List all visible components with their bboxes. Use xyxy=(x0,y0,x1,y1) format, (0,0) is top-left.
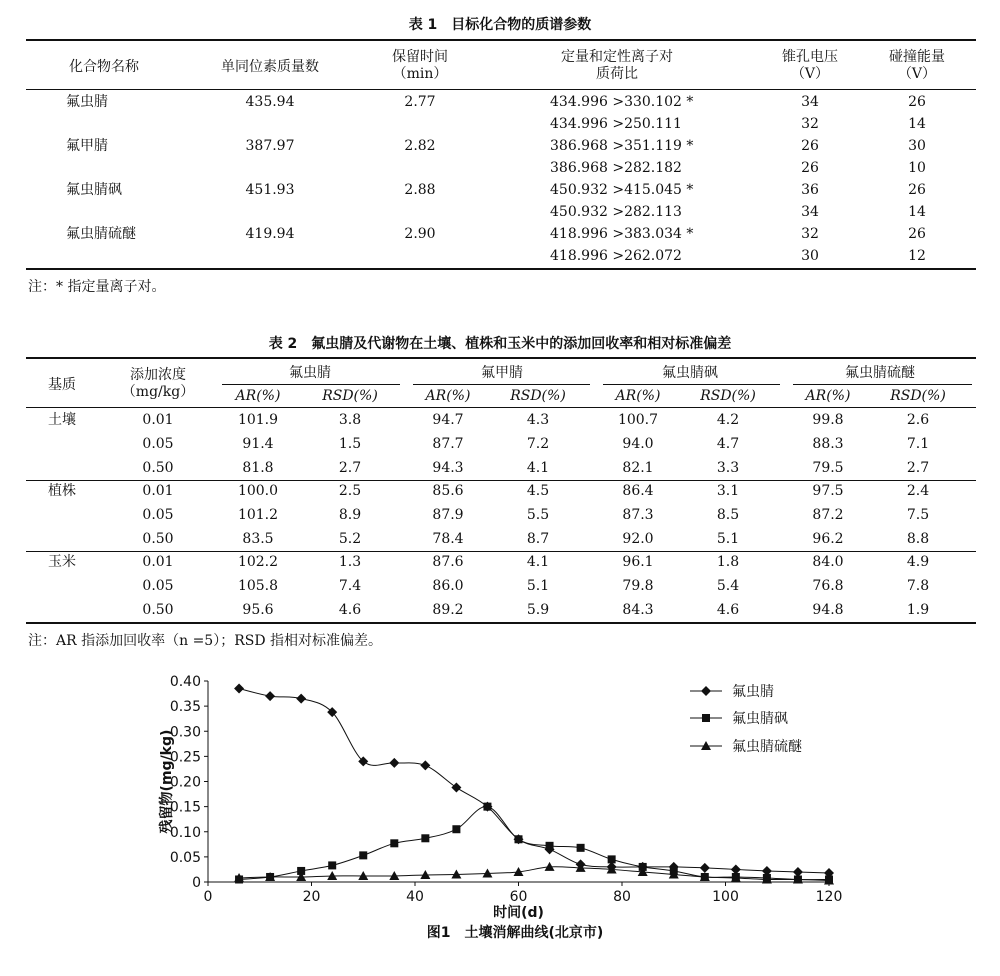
table1-header-cell: 碰撞能量 （V） xyxy=(889,49,945,82)
data-point xyxy=(359,851,367,859)
table2-rsd-value: 5.2 xyxy=(338,531,362,547)
table2-title: 表 2 氟虫腈及代谢物在土壤、植株和玉米中的添加回收率和相对标准偏差 xyxy=(268,336,732,352)
table2-rsd-value: 2.7 xyxy=(338,460,362,476)
table1-cone-voltage: 26 xyxy=(801,160,819,176)
table2-subheader-rsd: RSD(%) xyxy=(890,388,946,404)
table2-ar-value: 78.4 xyxy=(432,531,464,547)
table2-rsd-value: 3.8 xyxy=(338,412,362,428)
table1-ion-pair: 450.932 >282.113 xyxy=(550,204,682,220)
table2-rsd-value: 2.6 xyxy=(906,412,930,428)
table2-rsd-value: 7.1 xyxy=(906,436,930,452)
table1-cone-voltage: 34 xyxy=(801,204,819,220)
table2-matrix: 植株 xyxy=(48,483,76,499)
table1-mass: 387.97 xyxy=(245,138,295,154)
data-point xyxy=(608,855,616,863)
series-line-2 xyxy=(239,867,829,881)
table1-cone-voltage: 36 xyxy=(801,182,819,198)
table2-ar-value: 87.9 xyxy=(432,507,464,523)
table2-rsd-value: 2.5 xyxy=(338,483,362,499)
table2-ar-value: 100.7 xyxy=(617,412,659,428)
data-point xyxy=(265,691,275,701)
table2-subheader-ar: AR(%) xyxy=(615,388,661,404)
table1-cone-voltage: 32 xyxy=(801,226,819,242)
table2-ar-value: 79.8 xyxy=(622,578,654,594)
table2-rsd-value: 8.7 xyxy=(526,531,550,547)
x-tick-label: 40 xyxy=(406,889,424,905)
table2-rsd-value: 7.2 xyxy=(526,436,550,452)
data-point xyxy=(515,835,523,843)
table1-header-cell: 锥孔电压 （V） xyxy=(782,49,838,82)
table1-collision-energy: 30 xyxy=(908,138,926,154)
table2-ar-value: 83.5 xyxy=(242,531,274,547)
table2-ar-value: 76.8 xyxy=(812,578,844,594)
table2-subheader-rsd: RSD(%) xyxy=(510,388,566,404)
y-axis-label: 残留物(mg/kg) xyxy=(159,729,175,834)
table2-ar-value: 100.0 xyxy=(237,483,279,499)
table2-rsd-value: 4.1 xyxy=(526,460,550,476)
table2-ar-value: 94.0 xyxy=(622,436,654,452)
table1-collision-energy: 26 xyxy=(908,94,926,110)
table2-rsd-value: 4.9 xyxy=(906,554,930,570)
table1-ion-pair: 450.932 >415.045 * xyxy=(550,182,694,198)
table1-ion-pair: 386.968 >282.182 xyxy=(550,160,682,176)
table2-compound-header: 氟甲腈 xyxy=(481,365,523,381)
table2-rsd-value: 1.8 xyxy=(716,554,740,570)
x-axis-label: 时间(d) xyxy=(493,905,544,921)
table1-title: 表 1 目标化合物的质谱参数 xyxy=(408,17,592,33)
table1-collision-energy: 26 xyxy=(908,182,926,198)
data-point xyxy=(451,783,461,793)
y-tick-label: 0 xyxy=(192,875,201,891)
legend-marker xyxy=(701,686,711,696)
table2-rsd-value: 5.4 xyxy=(716,578,740,594)
table2-ar-value: 99.8 xyxy=(812,412,844,428)
x-tick-label: 60 xyxy=(509,889,528,905)
data-point xyxy=(421,834,429,842)
table1-mass: 451.93 xyxy=(245,182,295,198)
table2-ar-value: 88.3 xyxy=(812,436,844,452)
table2-ar-value: 86.4 xyxy=(622,483,654,499)
table1-collision-energy: 14 xyxy=(908,204,926,220)
table2-ar-value: 82.1 xyxy=(622,460,654,476)
table2-ar-value: 89.2 xyxy=(432,602,464,618)
table2-ar-value: 85.6 xyxy=(432,483,464,499)
table1-cone-voltage: 30 xyxy=(801,248,819,264)
table2-rsd-value: 1.5 xyxy=(338,436,362,452)
table1-ion-pair: 418.996 >262.072 xyxy=(550,248,682,264)
table2-ar-value: 86.0 xyxy=(432,578,464,594)
table1-retention: 2.77 xyxy=(404,94,436,110)
data-point xyxy=(390,839,398,847)
table2-compound-header: 氟虫腈硫醚 xyxy=(845,365,915,381)
y-tick-label: 0.20 xyxy=(169,774,201,791)
data-point xyxy=(483,803,491,811)
table1-compound-name: 氟甲腈 xyxy=(66,138,108,154)
table2-rsd-value: 8.9 xyxy=(338,507,362,523)
table1-collision-energy: 12 xyxy=(908,248,926,264)
table2-rsd-value: 8.5 xyxy=(716,507,740,523)
table2-rsd-value: 5.1 xyxy=(716,531,740,547)
table2-rsd-value: 3.1 xyxy=(716,483,740,499)
table1-compound-name: 氟虫腈硫醚 xyxy=(66,226,136,242)
table2-ar-value: 81.8 xyxy=(242,460,274,476)
table2-compound-header: 氟虫腈砜 xyxy=(662,365,718,381)
table2-ar-value: 87.6 xyxy=(432,554,464,570)
table2-concentration: 0.50 xyxy=(142,531,174,547)
table2-concentration: 0.05 xyxy=(142,436,174,452)
table2-rsd-value: 7.4 xyxy=(338,578,362,594)
table2-concentration: 0.01 xyxy=(142,412,174,428)
table2-concentration: 0.01 xyxy=(142,483,174,499)
table2-ar-value: 97.5 xyxy=(812,483,844,499)
table1-collision-energy: 26 xyxy=(908,226,926,242)
table2-rsd-value: 2.4 xyxy=(906,483,930,499)
table1-cone-voltage: 32 xyxy=(801,116,819,132)
table2-concentration: 0.05 xyxy=(142,507,174,523)
table2-concentration: 0.05 xyxy=(142,578,174,594)
table2-rsd-value: 5.5 xyxy=(526,507,550,523)
table2-note: 注：AR 指添加回收率（n =5）；RSD 指相对标准偏差。 xyxy=(28,633,383,649)
table2-concentration: 0.50 xyxy=(142,602,174,618)
table2-concentration: 0.50 xyxy=(142,460,174,476)
x-tick-label: 120 xyxy=(815,889,843,905)
y-tick-label: 0.05 xyxy=(169,849,201,866)
table1-ion-pair: 386.968 >351.119 * xyxy=(550,138,694,154)
table1-header-cell: 单同位素质量数 xyxy=(221,59,319,75)
legend-label: 氟虫腈 xyxy=(732,684,774,700)
table1-retention: 2.90 xyxy=(404,226,436,242)
table2-rsd-value: 1.3 xyxy=(338,554,362,570)
table2-header-concentration: 添加浓度 （mg/kg） xyxy=(121,367,195,400)
table2-header-matrix: 基质 xyxy=(48,377,76,393)
table1-ion-pair: 434.996 >330.102 * xyxy=(550,94,694,110)
table1-retention: 2.88 xyxy=(404,182,436,198)
table1-header-cell: 定量和定性离子对 质荷比 xyxy=(561,49,673,82)
table2-ar-value: 105.8 xyxy=(237,578,279,594)
table1-mass: 419.94 xyxy=(245,226,295,242)
table2-rsd-value: 8.8 xyxy=(906,531,930,547)
y-tick-label: 0.10 xyxy=(169,824,201,841)
table2-rsd-value: 4.2 xyxy=(716,412,740,428)
data-point xyxy=(731,864,741,874)
table2-ar-value: 84.0 xyxy=(812,554,844,570)
table2-ar-value: 79.5 xyxy=(812,460,844,476)
table2-rsd-value: 4.5 xyxy=(526,483,550,499)
table2-concentration: 0.01 xyxy=(142,554,174,570)
data-point xyxy=(452,825,460,833)
x-tick-label: 20 xyxy=(302,889,321,905)
table2-subheader-ar: AR(%) xyxy=(235,388,281,404)
data-point xyxy=(420,760,430,770)
data-point xyxy=(546,842,554,850)
figure1-caption: 图1 土壤消解曲线(北京市) xyxy=(426,925,604,941)
table2-rsd-value: 5.9 xyxy=(526,602,550,618)
table2-subheader-ar: AR(%) xyxy=(425,388,471,404)
table1-collision-energy: 14 xyxy=(908,116,926,132)
y-tick-label: 0.30 xyxy=(169,724,201,741)
x-tick-label: 0 xyxy=(203,889,213,905)
legend-label: 氟虫腈砜 xyxy=(732,711,788,727)
legend-label: 氟虫腈硫醚 xyxy=(732,739,802,755)
table2-ar-value: 91.4 xyxy=(242,436,274,452)
table2-rsd-value: 4.1 xyxy=(526,554,550,570)
table2-subheader-rsd: RSD(%) xyxy=(322,388,378,404)
table2-ar-value: 101.9 xyxy=(237,412,279,428)
table2-ar-value: 87.2 xyxy=(812,507,844,523)
table2-compound-header: 氟虫腈 xyxy=(289,365,331,381)
data-point xyxy=(389,758,399,768)
table1-ion-pair: 434.996 >250.111 xyxy=(550,116,682,132)
table1-collision-energy: 10 xyxy=(908,160,926,176)
table2-subheader-rsd: RSD(%) xyxy=(700,388,756,404)
y-tick-label: 0.40 xyxy=(169,674,201,690)
table2-ar-value: 102.2 xyxy=(237,554,279,570)
table1-note: 注：* 指定量离子对。 xyxy=(28,279,166,295)
table2-ar-value: 87.7 xyxy=(432,436,464,452)
table2-rsd-value: 7.8 xyxy=(906,578,930,594)
table2-ar-value: 95.6 xyxy=(242,602,274,618)
table2-ar-value: 94.8 xyxy=(812,602,844,618)
table2-ar-value: 87.3 xyxy=(622,507,654,523)
table2-matrix: 土壤 xyxy=(48,412,76,428)
table1-ion-pair: 418.996 >383.034 * xyxy=(550,226,694,242)
table2-ar-value: 92.0 xyxy=(622,531,654,547)
data-point xyxy=(234,684,244,694)
y-tick-label: 0.35 xyxy=(169,699,201,716)
table2-matrix: 玉米 xyxy=(48,554,76,570)
y-tick-label: 0.25 xyxy=(169,749,201,766)
table2-rsd-value: 4.6 xyxy=(338,602,362,618)
table1-cone-voltage: 26 xyxy=(801,138,819,154)
table1-mass: 435.94 xyxy=(245,94,295,110)
table1-header-cell: 化合物名称 xyxy=(69,59,139,75)
legend-marker xyxy=(702,714,710,722)
data-point xyxy=(700,863,710,873)
table1-cone-voltage: 34 xyxy=(801,94,819,110)
x-tick-label: 100 xyxy=(712,889,739,905)
x-tick-label: 80 xyxy=(613,889,631,905)
data-point xyxy=(328,861,336,869)
data-point xyxy=(296,694,306,704)
table2-rsd-value: 5.1 xyxy=(526,578,550,594)
table1-compound-name: 氟虫腈砜 xyxy=(66,182,122,198)
data-point xyxy=(577,844,585,852)
table2-ar-value: 94.3 xyxy=(432,460,464,476)
table1-header-cell: 保留时间 （min） xyxy=(392,49,448,82)
table2-rsd-value: 3.3 xyxy=(716,460,740,476)
table2-rsd-value: 1.9 xyxy=(906,602,930,618)
table2-ar-value: 96.2 xyxy=(812,531,844,547)
table2-ar-value: 96.1 xyxy=(622,554,654,570)
table1-retention: 2.82 xyxy=(404,138,436,154)
table2-ar-value: 94.7 xyxy=(432,412,464,428)
table2-subheader-ar: AR(%) xyxy=(805,388,851,404)
table2-rsd-value: 4.7 xyxy=(716,436,740,452)
table2-rsd-value: 4.3 xyxy=(526,412,550,428)
table1-compound-name: 氟虫腈 xyxy=(66,94,108,110)
table2-rsd-value: 7.5 xyxy=(906,507,930,523)
table2-ar-value: 84.3 xyxy=(622,602,654,618)
table2-ar-value: 101.2 xyxy=(237,507,279,523)
table2-rsd-value: 2.7 xyxy=(906,460,930,476)
table2-rsd-value: 4.6 xyxy=(716,602,740,618)
y-tick-label: 0.15 xyxy=(169,799,201,816)
series-line-1 xyxy=(239,807,829,880)
